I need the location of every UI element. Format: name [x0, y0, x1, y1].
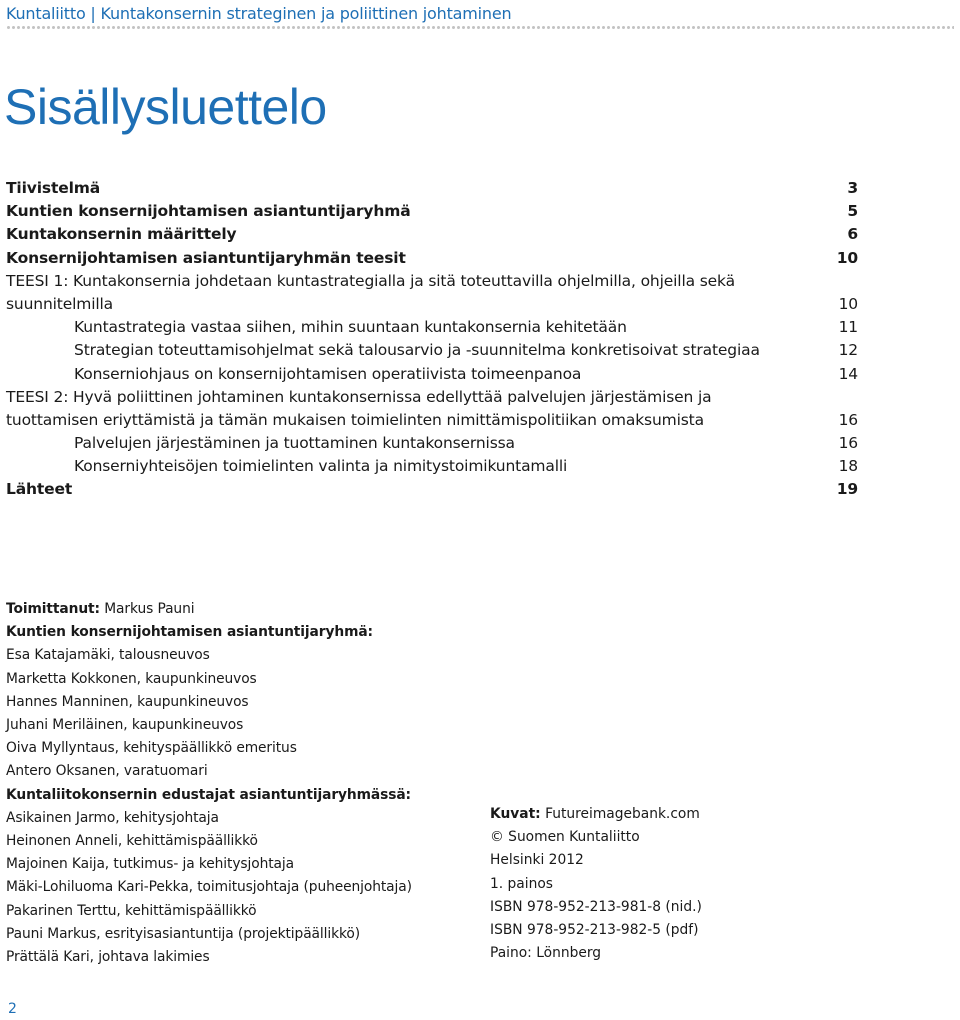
toc-entry[interactable]: [6, 432, 858, 455]
isbn-pdf: ISBN 978-952-213-982-5 (pdf): [490, 922, 699, 939]
toc-entry-page: 6: [847, 225, 858, 244]
kuntaliitto-member: Heinonen Anneli, kehittämispäällikkö: [6, 833, 258, 850]
toc-entry[interactable]: [6, 316, 858, 339]
toc-entry-label: Kuntakonsernin määrittely: [6, 225, 237, 244]
toc-entry-label: Konserniyhteisöjen toimielinten valinta ja nimitystoimikuntamalli: [74, 457, 568, 476]
toc-entry-label: Lähteet: [6, 480, 73, 499]
toc-entry-page: 18: [838, 457, 858, 476]
isbn-print: ISBN 978-952-213-981-8 (nid.): [490, 898, 702, 915]
editor-line: [6, 598, 412, 621]
toc-entry-page: 19: [836, 480, 858, 499]
editor-name: Markus Pauni: [104, 601, 195, 617]
images-line: [490, 803, 702, 826]
toc-entry[interactable]: [6, 455, 858, 478]
toc-entry-label: Palvelujen järjestäminen ja tuottaminen kuntakonsernissa: [74, 434, 515, 453]
kuntaliitto-member: Pauni Markus, esrityisasiantuntija (projektipäällikkö): [6, 925, 361, 942]
group-heading: Kuntien konsernijohtamisen asiantuntijaryhmä:: [6, 624, 373, 641]
page-title: Sisällysluettelo: [4, 79, 327, 135]
toc-entry-page: 16: [838, 410, 858, 429]
table-of-contents: [6, 177, 858, 502]
credits-block: [6, 598, 412, 969]
toc-entry-label: Konsernijohtamisen asiantuntijaryhmän teesit: [6, 248, 406, 267]
kuntaliitto-member: Prättälä Kari, johtava lakimies: [6, 949, 210, 966]
images-label: Kuvat:: [490, 806, 541, 822]
toc-entry-page: 10: [836, 248, 858, 267]
page-number: 2: [8, 1001, 17, 1017]
toc-entry-label: TEESI 2: Hyvä poliittinen johtaminen kuntakonsernissa edellyttää palvelujen järjestämisen ja tuottamisen eriyttämistä ja tämän mukaisen toimielinten nimittämispolitiikan omaksumista: [6, 387, 712, 429]
toc-entry-page: 16: [838, 434, 858, 453]
group-member: Esa Katajamäki, talousneuvos: [6, 647, 210, 664]
copyright: © Suomen Kuntaliitto: [490, 829, 640, 846]
toc-entry-page: 3: [847, 178, 858, 197]
toc-entry-label: Strategian toteuttamisohjelmat sekä talousarvio ja -suunnitelma konkretisoivat strategiaa: [74, 341, 760, 360]
toc-entry-page: 5: [847, 202, 858, 221]
kuntaliitto-member: Mäki-Lohiluoma Kari-Pekka, toimitusjohtaja (puheenjohtaja): [6, 879, 412, 896]
kuntaliitto-member: Pakarinen Terttu, kehittämispäällikkö: [6, 902, 257, 919]
kuntaliitto-member: Majoinen Kaija, tutkimus- ja kehitysjohtaja: [6, 856, 294, 873]
toc-entry-label: TEESI 1: Kuntakonsernia johdetaan kuntastrategialla ja sitä toteuttavilla ohjelmilla, ohjeilla sekä suunnitelmilla: [6, 271, 735, 313]
toc-entry-page: 11: [838, 318, 858, 337]
running-header: Kuntaliitto | Kuntakonsernin strateginen ja poliittinen johtaminen: [6, 4, 512, 23]
toc-entry[interactable]: [6, 270, 858, 316]
edition: 1. painos: [490, 875, 553, 892]
group-member: Hannes Manninen, kaupunkineuvos: [6, 693, 249, 710]
toc-entry-label: Kuntastrategia vastaa siihen, mihin suuntaan kuntakonsernia kehitetään: [74, 318, 627, 337]
kuntaliitto-heading: Kuntaliitokonsernin edustajat asiantuntijaryhmässä:: [6, 786, 411, 803]
toc-entry-page: 10: [838, 294, 858, 313]
group-member: Marketta Kokkonen, kaupunkineuvos: [6, 670, 257, 687]
group-member: Juhani Meriläinen, kaupunkineuvos: [6, 717, 244, 734]
group-member: Oiva Myllyntaus, kehityspäällikkö emeritus: [6, 740, 297, 757]
toc-entry[interactable]: [6, 247, 858, 270]
place-year: Helsinki 2012: [490, 852, 584, 869]
images-value: Futureimagebank.com: [545, 806, 700, 822]
editor-label: Toimittanut:: [6, 601, 100, 617]
toc-entry[interactable]: [6, 223, 858, 246]
kuntaliitto-member: Asikainen Jarmo, kehitysjohtaja: [6, 809, 219, 826]
toc-entry-label: Tiivistelmä: [6, 179, 101, 197]
toc-entry-label: Konserniohjaus on konsernijohtamisen operatiivista toimeenpanoa: [74, 364, 582, 383]
toc-entry[interactable]: [6, 363, 858, 386]
dotted-divider: [6, 25, 954, 30]
toc-entry[interactable]: [6, 386, 858, 432]
toc-entry[interactable]: [6, 339, 858, 362]
publication-info: [490, 803, 702, 965]
toc-entry-label: Kuntien konsernijohtamisen asiantuntijaryhmä: [6, 202, 411, 221]
toc-entry-page: 14: [838, 364, 858, 383]
toc-entry[interactable]: [6, 200, 858, 223]
toc-entry[interactable]: [6, 177, 858, 200]
toc-entry-page: 12: [838, 341, 858, 360]
printer: Paino: Lönnberg: [490, 945, 602, 962]
toc-entry[interactable]: [6, 478, 858, 501]
group-member: Antero Oksanen, varatuomari: [6, 763, 208, 780]
